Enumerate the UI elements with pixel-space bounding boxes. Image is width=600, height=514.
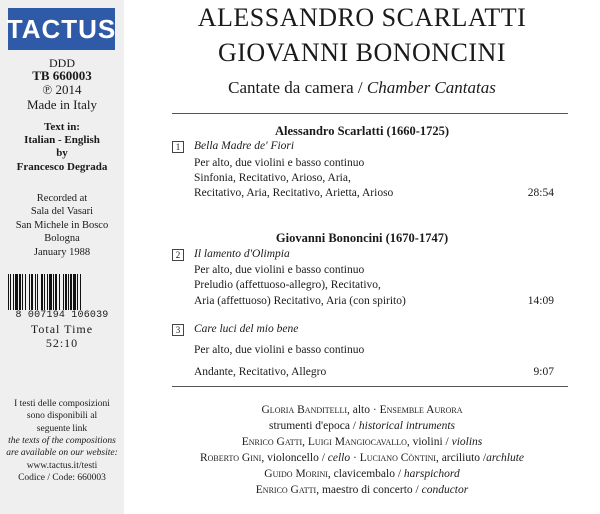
recording-line: January 1988 [33, 246, 91, 258]
track-line: Andante, Recitativo, Allegro [194, 366, 327, 378]
performer-line [124, 420, 600, 434]
note-line: are available on our website: [6, 448, 118, 459]
performer-role-english: violins [451, 436, 483, 448]
tactus-logo: TACTUS [8, 8, 115, 50]
performer-role: , maestro di concerto / [316, 484, 422, 496]
barcode-bar [77, 274, 78, 310]
track-line: Aria (affettuoso) Recitativo, Aria (con spirito) [194, 295, 406, 307]
barcode-bar [35, 274, 36, 310]
barcode-bar [59, 274, 60, 310]
performer-role: , arciliuto / [435, 452, 487, 464]
barcode-bar [70, 274, 72, 310]
divider [172, 113, 568, 114]
barcode-bar [37, 274, 38, 310]
website-url: www.tactus.it/testi [26, 460, 98, 471]
barcode-bar [63, 274, 64, 310]
barcode-bar [15, 274, 18, 310]
instruments-italian: strumenti d'epoca / [268, 420, 359, 432]
performer-name: Roberto Gini [199, 452, 262, 464]
performer-role: , violini / [406, 436, 452, 448]
performer-line [124, 452, 600, 466]
barcode-bar [53, 274, 54, 310]
barcode-number: 8 007194 106039 [15, 310, 109, 321]
instruments-english: historical intruments [358, 420, 456, 432]
barcode-bar [10, 274, 11, 310]
phonogram-year: ℗ 2014 [42, 82, 82, 97]
recording-line: Bologna [44, 233, 80, 245]
track-duration: 9:07 [533, 366, 554, 378]
ddd-code: DDD [49, 56, 75, 70]
composer-title-1: ALESSANDRO SCARLATTI [197, 3, 527, 32]
performer-line [124, 436, 600, 450]
barcode-bar [44, 274, 45, 310]
barcode-bar [22, 274, 23, 310]
recording-line: Sala del Vasari [30, 206, 94, 218]
performer-role-english: harspichord [403, 468, 460, 480]
barcode-bar [73, 274, 76, 310]
note-line: seguente link [36, 423, 88, 434]
performer-name: Gloria Banditelli [261, 404, 347, 416]
performer-role: , clavicembalo / [327, 468, 404, 480]
composer-title-2: GIOVANNI BONONCINI [217, 38, 506, 67]
divider [172, 386, 568, 387]
barcode-bar [68, 274, 69, 310]
note-line: sono disponibili al [26, 411, 98, 422]
track-line: Preludio (affettuoso-allegro), Recitativo, [194, 279, 381, 291]
barcode-bar [49, 274, 52, 310]
barcode-bar [47, 274, 48, 310]
performer-role-english: archlute [486, 452, 524, 464]
label-sidebar [0, 0, 124, 514]
performer-name: Guido Morini [264, 468, 328, 480]
track-line: Sinfonia, Recitativo, Arioso, Aria, [194, 172, 351, 184]
text-in-line: Italian - English [24, 134, 100, 147]
track-duration: 14:09 [527, 295, 554, 307]
performer-name: Enrico Gatti [255, 484, 317, 496]
track-number: 2 [172, 249, 184, 261]
barcode-bar [55, 274, 57, 310]
barcode-bar [41, 274, 43, 310]
track-title: Bella Madre de' Fiori [194, 140, 295, 152]
performer-name: Luciano Còntini [359, 452, 436, 464]
track-line: Per alto, due violini e basso continuo [194, 157, 365, 169]
text-in-line: Francesco Degrada [16, 160, 108, 173]
separator: · [350, 452, 360, 464]
track-line: Per alto, due violini e basso continuo [194, 344, 365, 356]
track-number: 1 [172, 141, 184, 153]
performer-role-english: cello [327, 452, 351, 464]
barcode [6, 274, 118, 310]
track-duration: 28:54 [527, 187, 554, 199]
catalog-number: TB 660003 [32, 68, 92, 83]
performer-line [124, 468, 600, 482]
total-time-label: Total Time [30, 322, 94, 336]
barcode-bar [8, 274, 9, 310]
performer-name: Enrico Gatti, Luigi Mangiocavallo [241, 436, 407, 448]
subtitle-italian: Cantate da camera / [228, 78, 367, 97]
recording-line: San Michele in Bosco [15, 219, 109, 231]
note-line: I testi delle composizioni [14, 399, 110, 409]
track-title: Il lamento d'Olimpia [194, 248, 290, 260]
track-line: Per alto, due violini e basso continuo [194, 264, 365, 276]
total-time-value: 52:10 [45, 336, 79, 350]
track-line: Recitativo, Aria, Recitativo, Arietta, Arioso [194, 187, 394, 199]
text-in-line: Text in: [44, 121, 80, 133]
track-number: 3 [172, 324, 184, 336]
barcode-bar [13, 274, 14, 310]
album-subtitle [124, 78, 600, 98]
subtitle-english: Chamber Cantatas [366, 78, 496, 97]
composer-heading: Alessandro Scarlatti (1660-1725) [274, 124, 450, 138]
made-in-italy: Made in Italy [26, 97, 98, 112]
barcode-bar [29, 274, 30, 310]
barcode-bar [25, 274, 26, 310]
recording-line: Recorded at [36, 193, 88, 204]
note-line: the texts of the compositions [8, 436, 116, 447]
track-title: Care luci del mio bene [194, 323, 299, 335]
performer-line [124, 484, 600, 498]
text-in-block [0, 121, 124, 174]
composer-heading: Giovanni Bononcini (1670-1747) [275, 231, 449, 245]
text-in-line: by [56, 147, 68, 160]
barcode-bar [19, 274, 21, 310]
performer-role: , alto · [347, 404, 380, 416]
performer-line [124, 404, 600, 418]
texts-note [0, 398, 124, 484]
ensemble-name: Ensemble Aurora [379, 404, 463, 416]
performer-role: , violoncello / [261, 452, 328, 464]
barcode-bar [31, 274, 33, 310]
barcode-bar [80, 274, 81, 310]
codice: Codice / Code: 660003 [18, 473, 106, 484]
recording-info [0, 192, 124, 259]
performer-role-english: conductor [421, 484, 469, 496]
barcode-bar [65, 274, 67, 310]
